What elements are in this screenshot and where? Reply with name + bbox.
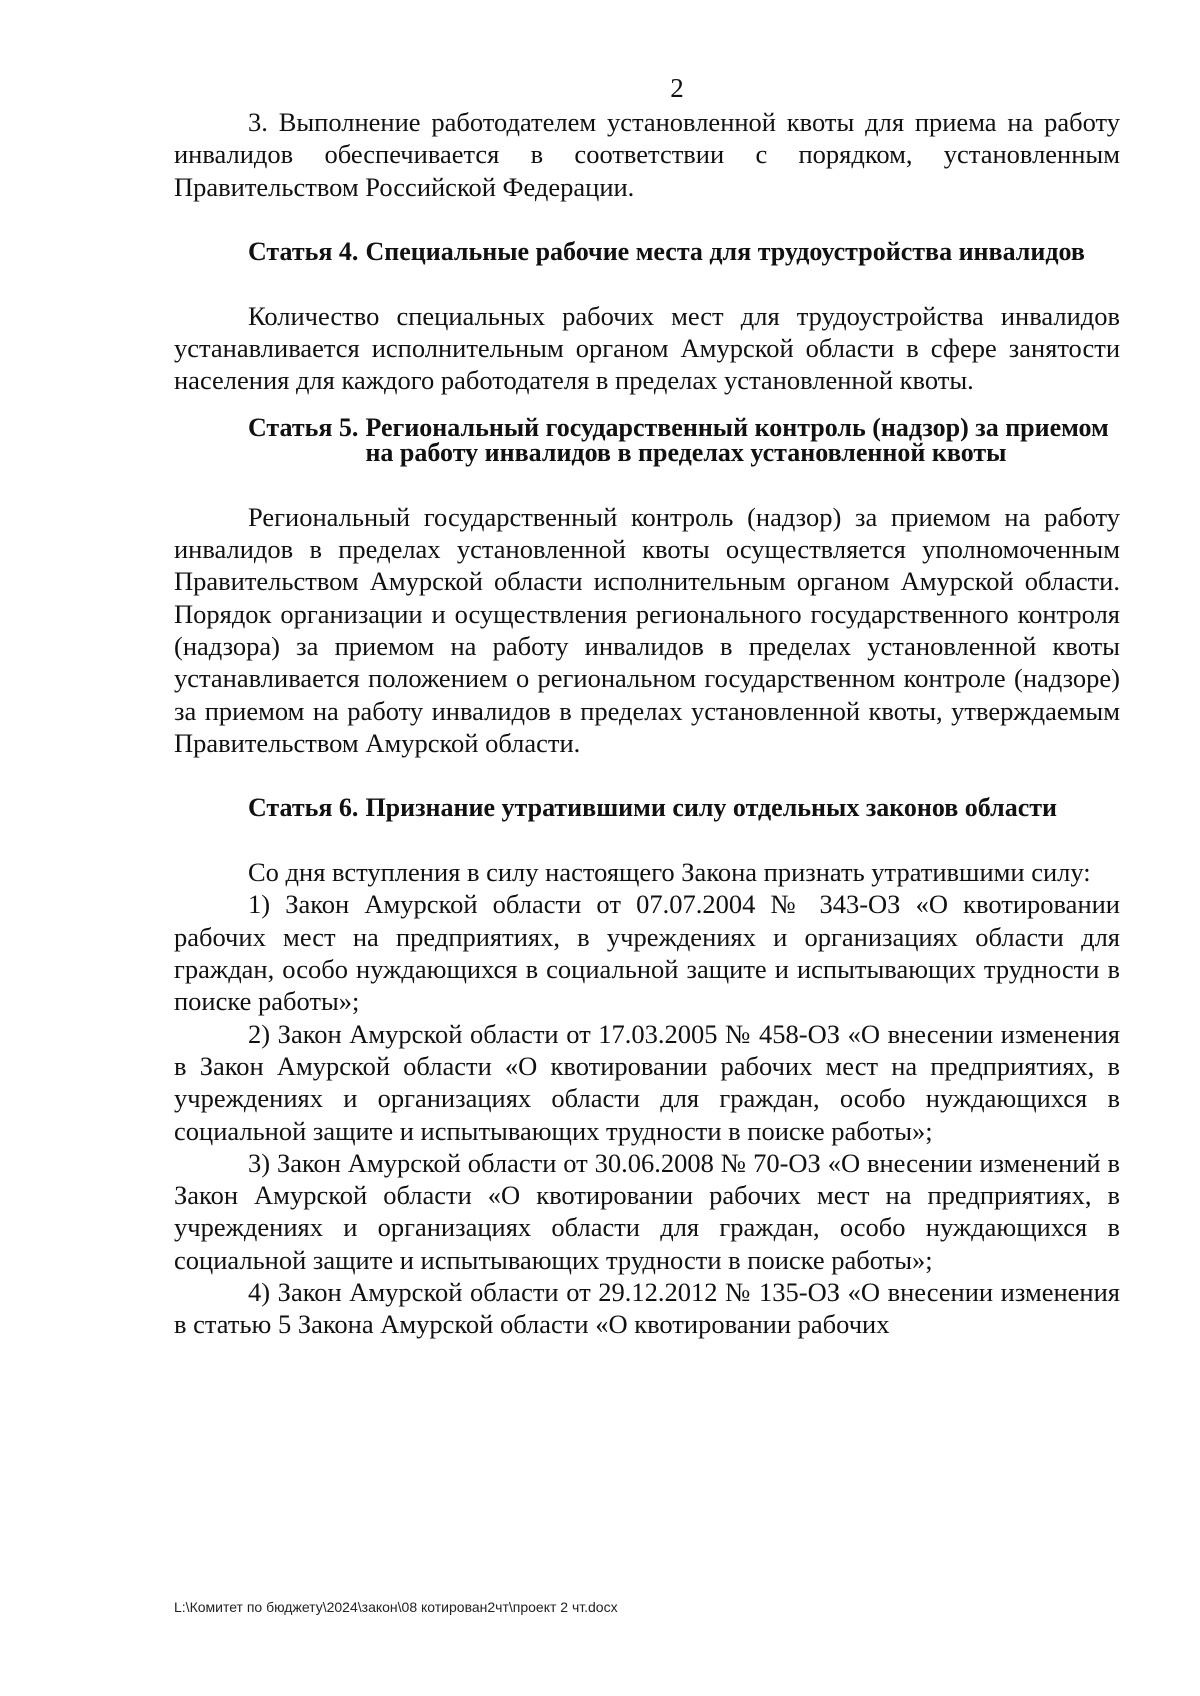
article4-heading [248, 236, 1120, 266]
document-page [174, 70, 1120, 1341]
article6-title: Признание утратившими силу отдельных законов области [365, 793, 1058, 823]
article6-number: Статья 6. [248, 793, 359, 823]
article3-paragraph: 3. Выполнение работодателем установленной квоты для приема на работу инвалидов обеспечивается в соответствии с порядком, установленным Правительством Российской Федерации. [174, 107, 1120, 202]
article5-heading [248, 412, 1120, 467]
article6-item-4: 4) Закон Амурской области от 29.12.2012 № 135-ОЗ «О внесении изменения в статью 5 Закона Амурской области «О квотировании рабочих [174, 1277, 1120, 1340]
footer-file-path: L:\Комитет по бюджету\2024\закон\08 котирован2чт\проект 2 чт.docx [174, 1599, 618, 1615]
article6-item-3: 3) Закон Амурской области от 30.06.2008 № 70-ОЗ «О внесении изменений в Закон Амурской области «О квотировании рабочих мест на предприятиях, в учреждениях и организациях области для граждан, особо нуждающихся в социальной защите и испытывающих трудности в поиске работы»; [174, 1147, 1120, 1275]
article4-text: Количество специальных рабочих мест для трудоустройства инвалидов устанавливается исполнительным органом Амурской области в сфере занятости населения для каждого работодателя в пределах установленной квоты. [174, 300, 1120, 396]
article5-number: Статья 5. [248, 412, 359, 442]
article6-intro: Со дня вступления в силу настоящего Закона признать утратившими силу: [248, 857, 1091, 888]
article6-heading [248, 793, 1120, 823]
article4-number: Статья 4. [248, 236, 359, 266]
article6-item-1: 1) Закон Амурской области от 07.07.2004 № 343-ОЗ «О квотировании рабочих мест на предприятиях, в учреждениях и организациях области для граждан, особо нуждающихся в социальной защите и испытывающих трудности в поиске работы»; [174, 889, 1120, 1017]
article5-title: Региональный государственный контроль (надзор) за приемом на работу инвалидов в пределах установленной квоты [365, 412, 1109, 467]
article5-text: Региональный государственный контроль (надзор) за приемом на работу инвалидов в пределах установленной квоты осуществляется уполномоченным Правительством Амурской области исполнительным органом Амурской области. Порядок организации и осуществления регионального государственного контроля (надзора) за приемом на работу инвалидов в пределах установленной квоты устанавливается положением о региональном государственном контроле (надзоре) за приемом на работу инвалидов в пределах установленной квоты, утверждаемым Правительством Амурской области. [174, 501, 1120, 758]
article4-title: Специальные рабочие места для трудоустройства инвалидов [365, 236, 1085, 266]
page-number: 2 [670, 73, 684, 103]
article6-item-2: 2) Закон Амурской области от 17.03.2005 № 458-ОЗ «О внесении изменения в Закон Амурской области «О квотировании рабочих мест на предприятиях, в учреждениях и организациях области для граждан, особо нуждающихся в социальной защите и испытывающих трудности в поиске работы»; [174, 1018, 1120, 1146]
